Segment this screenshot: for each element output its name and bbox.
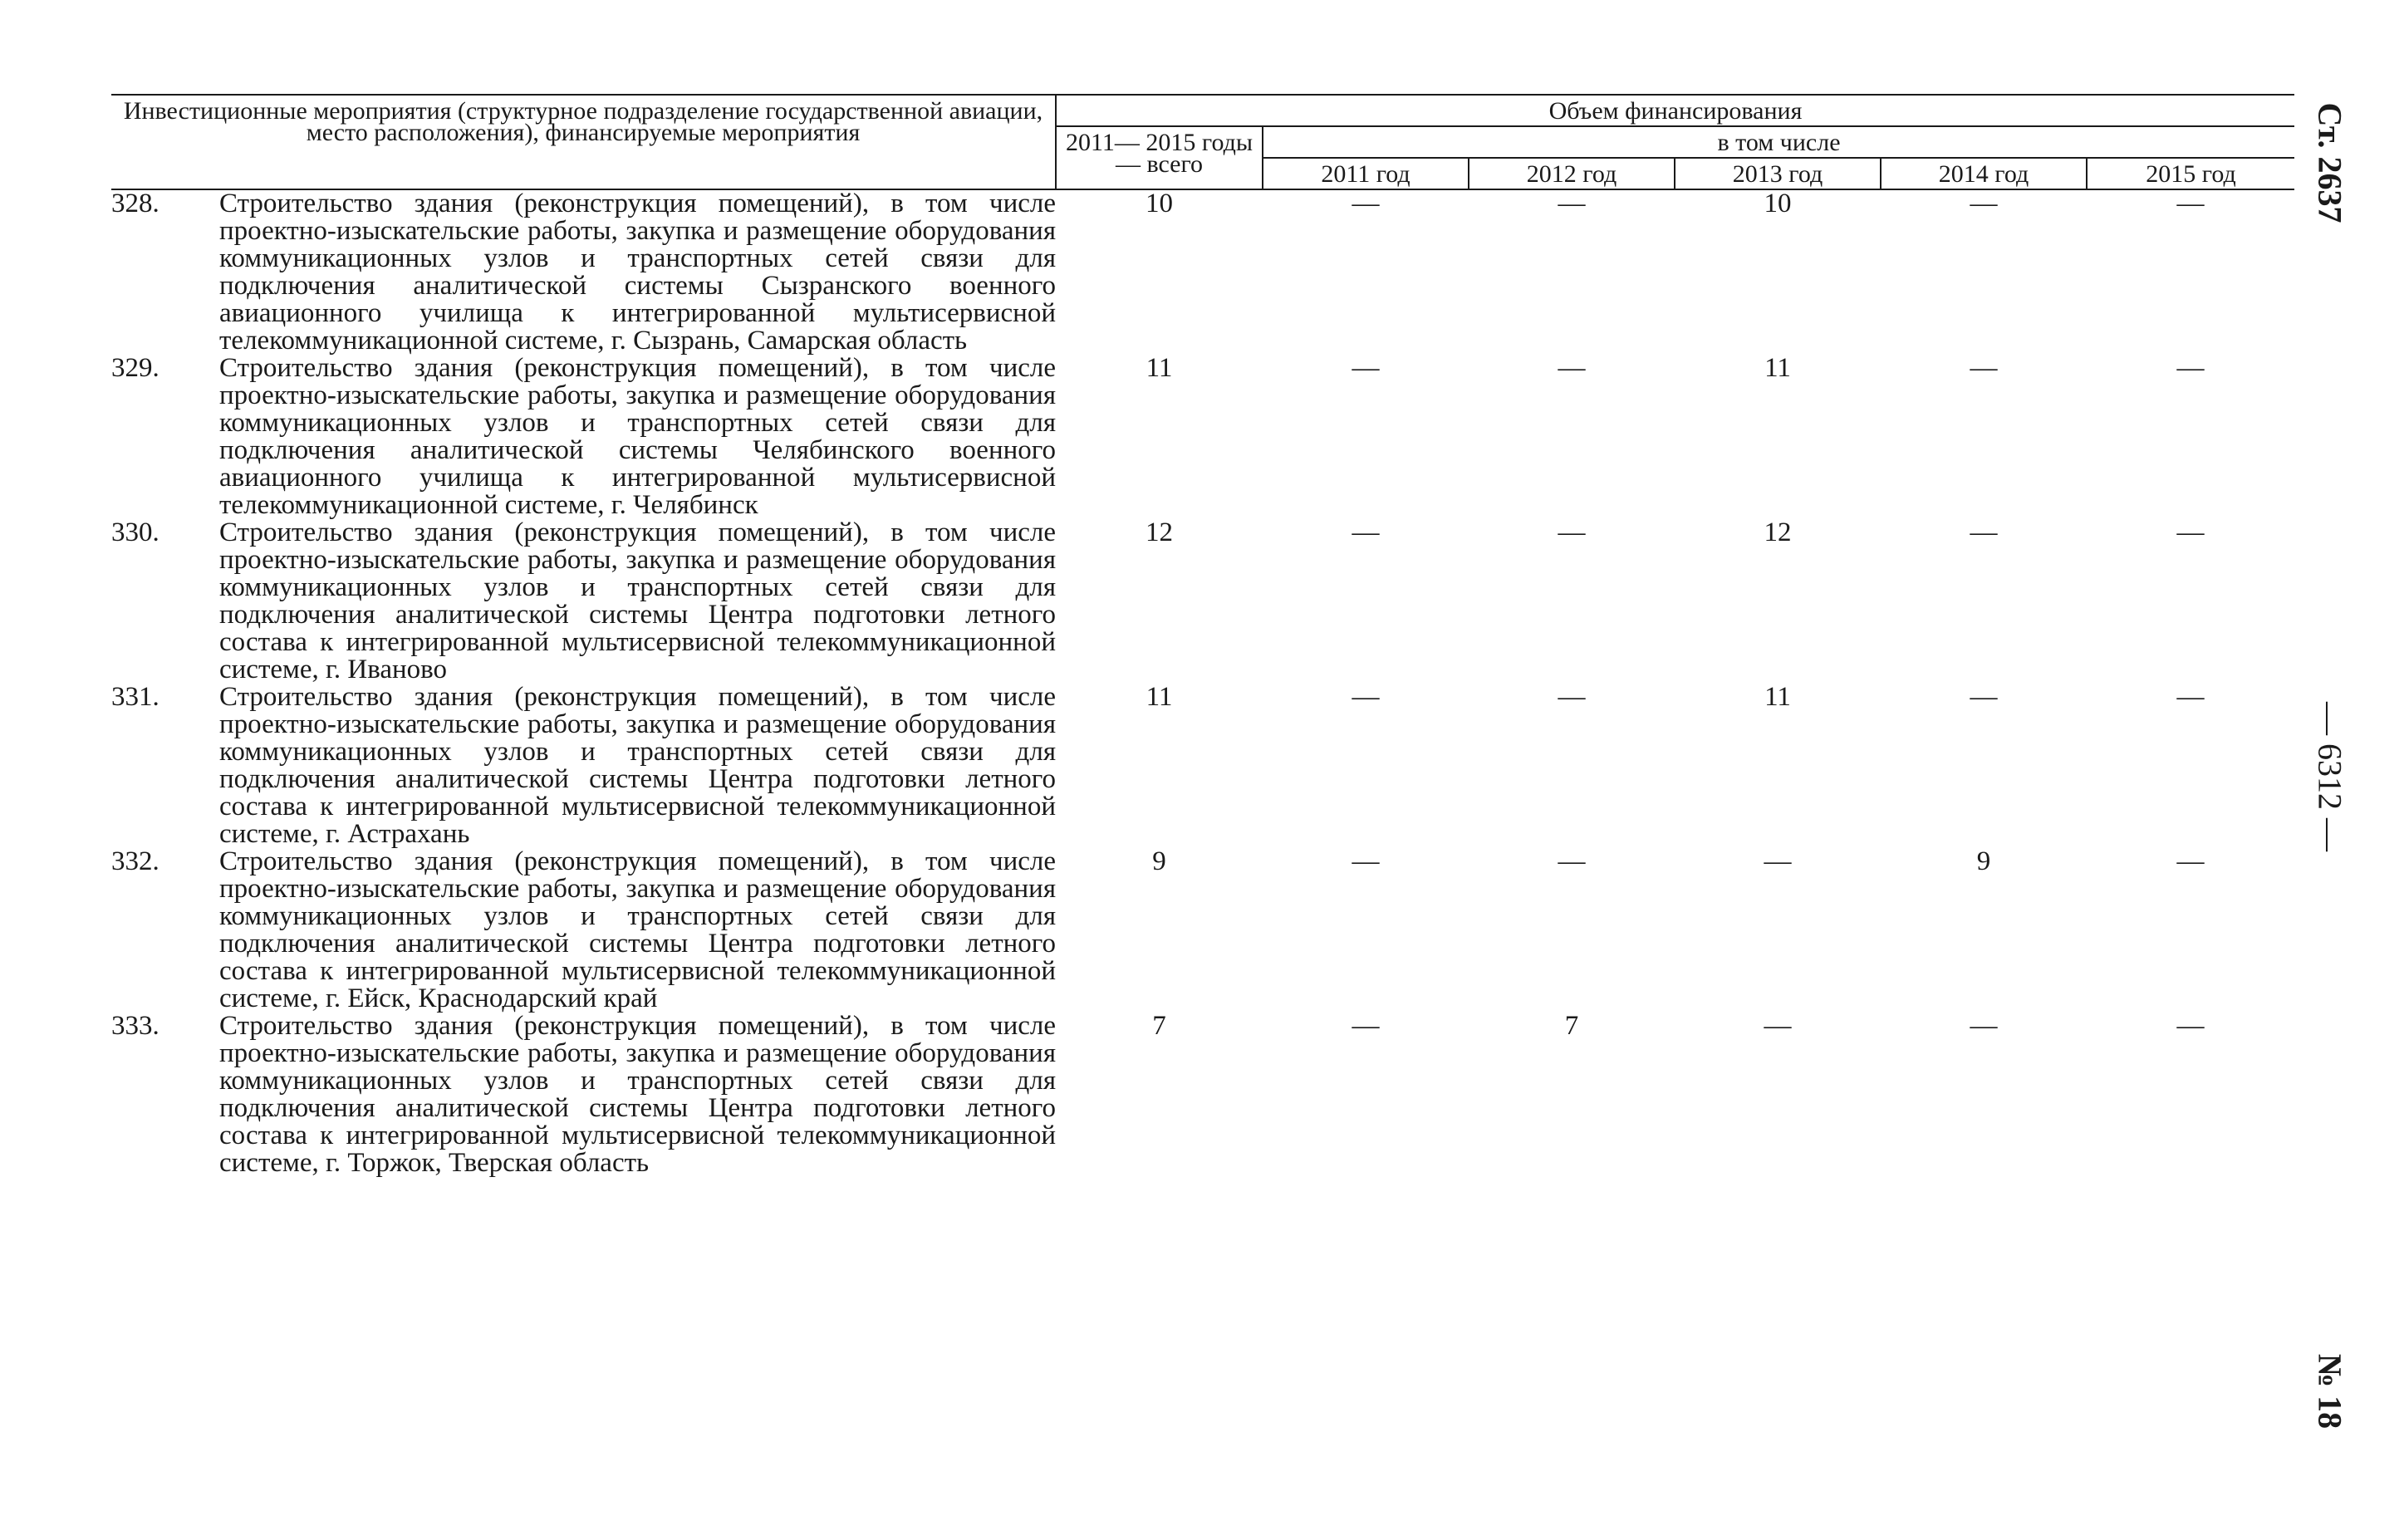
table-row xyxy=(111,519,2294,684)
article-label: Ст. 2637 xyxy=(2311,102,2349,223)
row-2012: — xyxy=(1558,846,1586,876)
header-events: Инвестиционные мероприятия (структурное подразделение государственной авиации, место расположения), финансируемые мероприятия xyxy=(111,95,1056,189)
row-2011: — xyxy=(1352,1011,1380,1041)
row-2012: — xyxy=(1558,353,1586,383)
row-2011: — xyxy=(1352,682,1380,712)
header-year-2011: 2011 год xyxy=(1263,158,1469,189)
header-year-2012: 2012 год xyxy=(1469,158,1675,189)
row-2014: — xyxy=(1970,353,1998,383)
row-2011: — xyxy=(1352,517,1380,547)
row-total: 12 xyxy=(1146,517,1173,547)
header-volume: Объем финансирования xyxy=(1056,95,2294,126)
header-year-2015: 2015 год xyxy=(2087,158,2294,189)
row-2013: 12 xyxy=(1764,517,1792,547)
row-2011: — xyxy=(1352,353,1380,383)
row-2011: — xyxy=(1352,189,1380,218)
row-2013: 11 xyxy=(1764,353,1791,383)
side-margin xyxy=(2293,0,2367,1540)
issue-number: № 18 xyxy=(2311,1353,2349,1430)
row-2012: — xyxy=(1558,189,1586,218)
row-2015: — xyxy=(2176,353,2205,383)
row-2012: — xyxy=(1558,682,1586,712)
row-description: Строительство здания (реконструкция помещений), в том числе проектно-изыскательские работы, закупка и размещение оборудования коммуникационных узлов и транспортных сетей связи для подключения аналитической системы Центра подготовки летного состава к интегрированной мультисервисной телекоммуникационной системе, г. Астрахань xyxy=(219,682,1056,849)
row-number: 333. xyxy=(111,1011,159,1041)
row-2014: 9 xyxy=(1976,846,1991,876)
row-2012: 7 xyxy=(1564,1011,1579,1041)
row-2015: — xyxy=(2176,682,2205,712)
row-2015: — xyxy=(2176,189,2205,218)
row-number: 329. xyxy=(111,353,159,383)
table-row xyxy=(111,848,2294,1013)
row-total: 11 xyxy=(1146,682,1173,712)
row-2015: — xyxy=(2176,517,2205,547)
row-2013: 11 xyxy=(1764,682,1791,712)
table-row xyxy=(111,684,2294,848)
table-body xyxy=(111,189,2294,1177)
page-number: — 6312 — xyxy=(2311,702,2349,851)
row-description: Строительство здания (реконструкция помещений), в том числе проектно-изыскательские работы, закупка и размещение оборудования коммуникационных узлов и транспортных сетей связи для подключения аналитической системы Центра подготовки летного состава к интегрированной мультисервисной телекоммуникационной системе, г. Иваново xyxy=(219,517,1056,684)
row-2014: — xyxy=(1970,517,1998,547)
row-total: 7 xyxy=(1152,1011,1166,1041)
row-2013: — xyxy=(1764,846,1792,876)
row-2011: — xyxy=(1352,846,1380,876)
row-2013: — xyxy=(1764,1011,1792,1041)
table-row xyxy=(111,189,2294,355)
financing-table xyxy=(111,94,2294,1177)
header-year-2014: 2014 год xyxy=(1881,158,2087,189)
row-description: Строительство здания (реконструкция помещений), в том числе проектно-изыскательские работы, закупка и размещение оборудования коммуникационных узлов и транспортных сетей связи для подключения аналитической системы Центра подготовки летного состава к интегрированной мультисервисной телекоммуникационной системе, г. Ейск, Краснодарский край xyxy=(219,846,1056,1013)
header-including: в том числе xyxy=(1263,126,2294,158)
row-2014: — xyxy=(1970,1011,1998,1041)
row-description: Строительство здания (реконструкция помещений), в том числе проектно-изыскательские работы, закупка и размещение оборудования коммуникационных узлов и транспортных сетей связи для подключения аналитической системы Челябинского военного авиационного училища к интегрированной мультисервисной телекоммуникационной системе, г. Челябинск xyxy=(219,353,1056,520)
row-number: 332. xyxy=(111,846,159,876)
row-total: 9 xyxy=(1152,846,1166,876)
row-total: 10 xyxy=(1146,189,1173,218)
row-number: 328. xyxy=(111,189,159,218)
row-2015: — xyxy=(2176,1011,2205,1041)
table-row xyxy=(111,355,2294,519)
row-total: 11 xyxy=(1146,353,1173,383)
row-2012: — xyxy=(1558,517,1586,547)
row-2014: — xyxy=(1970,682,1998,712)
table-header xyxy=(111,95,2294,189)
header-total: 2011— 2015 годы — всего xyxy=(1056,126,1263,189)
row-description: Строительство здания (реконструкция помещений), в том числе проектно-изыскательские работы, закупка и размещение оборудования коммуникационных узлов и транспортных сетей связи для подключения аналитической системы Центра подготовки летного состава к интегрированной мультисервисной телекоммуникационной системе, г. Торжок, Тверская область xyxy=(219,1011,1056,1178)
row-description: Строительство здания (реконструкция помещений), в том числе проектно-изыскательские работы, закупка и размещение оборудования коммуникационных узлов и транспортных сетей связи для подключения аналитической системы Сызранского военного авиационного училища к интегрированной мультисервисной телекоммуникационной системе, г. Сызрань, Самарская область xyxy=(219,189,1056,356)
table-row xyxy=(111,1013,2294,1177)
header-year-2013: 2013 год xyxy=(1675,158,1881,189)
row-number: 331. xyxy=(111,682,159,712)
row-2015: — xyxy=(2176,846,2205,876)
row-number: 330. xyxy=(111,517,159,547)
row-2014: — xyxy=(1970,189,1998,218)
row-2013: 10 xyxy=(1764,189,1792,218)
